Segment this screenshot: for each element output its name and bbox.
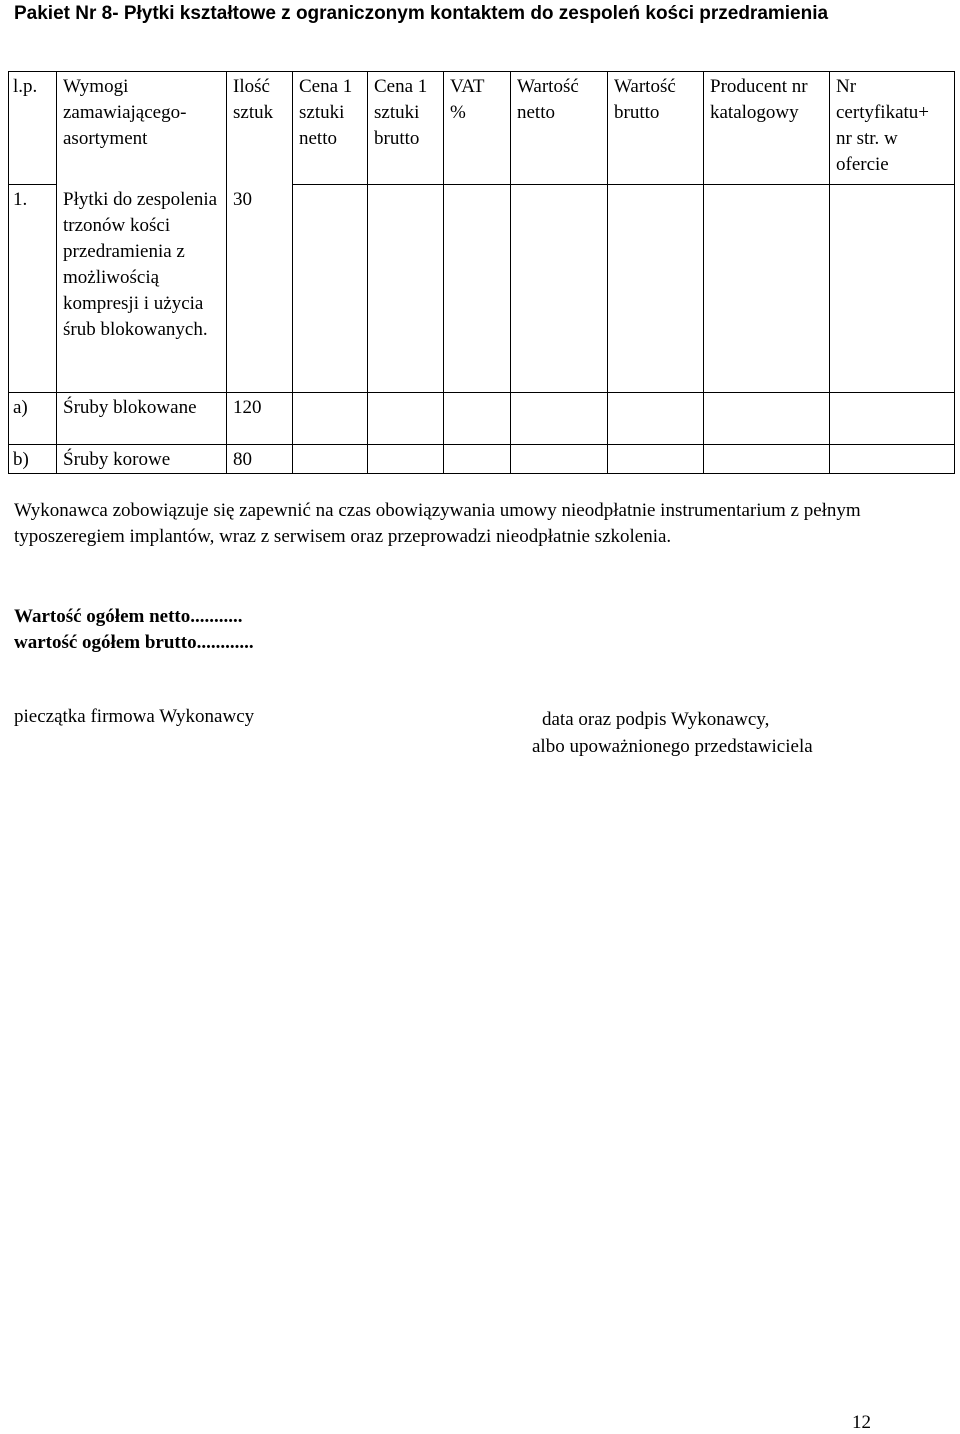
signature-line-2: albo upoważnionego przedstawiciela: [532, 736, 813, 757]
cell-empty: [511, 445, 608, 474]
cell-empty: [368, 393, 444, 445]
cell-empty: [368, 445, 444, 474]
total-brutto: wartość ogółem brutto............: [14, 632, 254, 653]
table-row: [9, 393, 955, 445]
cell-empty: [444, 445, 511, 474]
header-certyfikat: Nr certyfikatu+ nr str. w ofercie: [830, 72, 955, 185]
row-name: Śruby korowe: [57, 445, 227, 474]
header-cena-netto: Cena 1 sztuki netto: [293, 72, 368, 185]
obligation-paragraph: Wykonawca zobowiązuje się zapewnić na czas obowiązywania umowy nieodpłatnie instrumentarium z pełnym typoszeregiem implantów, wraz z serwisem oraz przeprowadzi nieodpłatnie szkolenia.: [14, 500, 861, 547]
header-cena-brutto: Cena 1 sztuki brutto: [368, 72, 444, 185]
header-wartosc-netto: Wartość netto: [511, 72, 608, 185]
header-ilosc: Ilość sztuk: [227, 72, 293, 185]
cell-empty: [511, 393, 608, 445]
cell-empty: [293, 445, 368, 474]
cell-empty: [830, 445, 955, 474]
cell-empty: [830, 185, 955, 393]
cell-empty: [608, 393, 704, 445]
row-lp: a): [9, 393, 57, 445]
cell-empty: [293, 185, 368, 393]
cell-empty: [444, 393, 511, 445]
cell-empty: [608, 445, 704, 474]
row-lp: b): [9, 445, 57, 474]
row-lp: 1.: [9, 185, 57, 393]
cell-empty: [511, 185, 608, 393]
cell-empty: [368, 185, 444, 393]
row-name: Śruby blokowane: [57, 393, 227, 445]
header-lp: l.p.: [9, 72, 57, 185]
signature-line-1: data oraz podpis Wykonawcy,: [542, 709, 770, 730]
row-name: Płytki do zespolenia trzonów kości przedramienia z możliwością kompresji i użycia śrub blokowanych.: [57, 185, 227, 393]
order-table: [8, 71, 955, 474]
document-title: Pakiet Nr 8- Płytki kształtowe z ograniczonym kontaktem do zespoleń kości przedramienia: [14, 3, 829, 24]
table-row: [9, 185, 955, 393]
cell-empty: [608, 185, 704, 393]
header-wymogi: Wymogi zamawiającego- asortyment: [57, 72, 227, 185]
cell-empty: [704, 445, 830, 474]
table-header-row: [9, 72, 955, 185]
header-vat: VAT %: [444, 72, 511, 185]
page-number: 12: [852, 1412, 871, 1433]
total-netto: Wartość ogółem netto...........: [14, 606, 243, 627]
row-qty: 120: [227, 393, 293, 445]
cell-empty: [293, 393, 368, 445]
cell-empty: [830, 393, 955, 445]
cell-empty: [444, 185, 511, 393]
signature-block: [532, 706, 813, 760]
header-wartosc-brutto: Wartość brutto: [608, 72, 704, 185]
header-producent: Producent nr katalogowy: [704, 72, 830, 185]
cell-empty: [704, 185, 830, 393]
company-stamp-label: pieczątka firmowa Wykonawcy: [14, 706, 255, 727]
row-qty: 80: [227, 445, 293, 474]
table-row: [9, 445, 955, 474]
row-qty: 30: [227, 185, 293, 393]
totals-block: [14, 604, 254, 656]
cell-empty: [704, 393, 830, 445]
